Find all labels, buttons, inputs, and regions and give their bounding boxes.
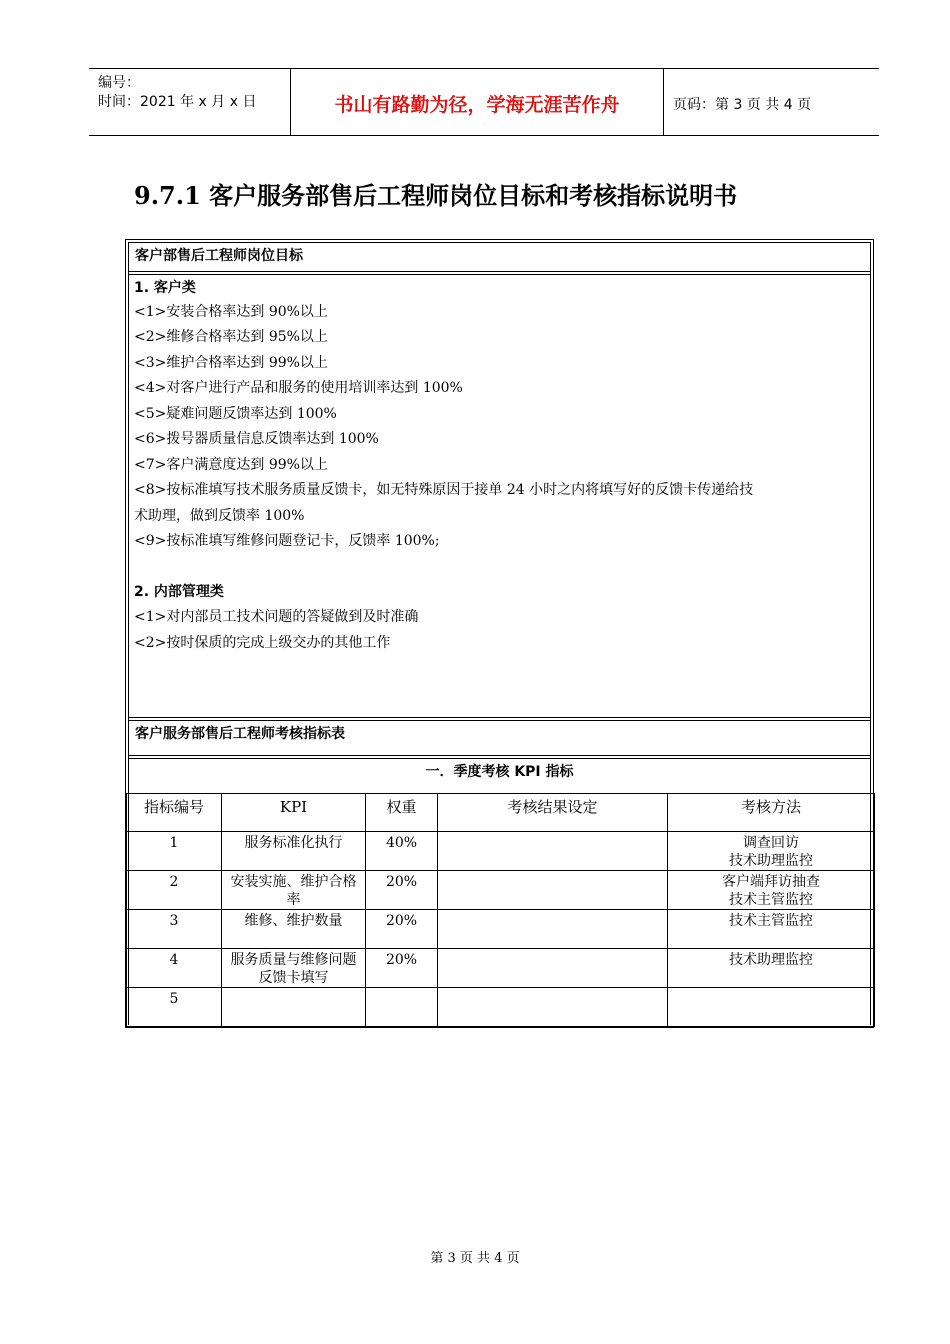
table-row	[127, 988, 875, 1027]
section-divider	[128, 274, 871, 275]
kpi-weight-cell: 20%	[366, 871, 438, 910]
column-header: 考核方法	[668, 794, 875, 832]
goal-item: <2>维修合格率达到 95%以上	[134, 329, 328, 345]
goals-section-label: 客户部售后工程师岗位目标	[135, 248, 303, 264]
goal-item: <1>对内部员工技术问题的答疑做到及时准确	[134, 609, 419, 625]
header-time-label: 时间：2021 年 x 月 x 日	[98, 94, 257, 110]
kpi-result-cell	[438, 871, 668, 910]
table-header-row	[127, 794, 875, 832]
kpi-result-cell	[438, 988, 668, 1027]
table-row	[127, 832, 875, 871]
header-bottom-rule	[89, 135, 879, 136]
goal-item: <6>拨号器质量信息反馈率达到 100%	[134, 431, 379, 447]
kpi-method-cell: 调查回访 技术助理监控	[668, 832, 875, 871]
page-footer: 第 3 页 共 4 页	[430, 1251, 520, 1266]
kpi-name-cell: 安装实施、维护合格率	[222, 871, 366, 910]
goal-item: <7>客户满意度达到 99%以上	[134, 457, 328, 473]
section-divider	[128, 720, 871, 721]
section-divider	[128, 755, 871, 756]
header-page-info: 页码：第 3 页 共 4 页	[673, 97, 812, 113]
kpi-section-label: 客户服务部售后工程师考核指标表	[135, 726, 345, 742]
goal-item: <9>按标准填写维修问题登记卡，反馈率 100%;	[134, 533, 440, 549]
header-motto: 书山有路勤为径，学海无涯苦作舟	[334, 94, 620, 116]
table-row	[127, 871, 875, 910]
header-divider	[290, 68, 291, 136]
kpi-name-cell	[222, 988, 366, 1027]
goal-category: 2. 内部管理类	[134, 584, 224, 600]
kpi-method-cell: 客户端拜访抽查 技术主管监控	[668, 871, 875, 910]
goal-item: <3>维护合格率达到 99%以上	[134, 355, 328, 371]
column-header: 考核结果设定	[438, 794, 668, 832]
kpi-weight-cell: 20%	[366, 949, 438, 988]
kpi-method-cell	[668, 988, 875, 1027]
goal-item: <4>对客户进行产品和服务的使用培训率达到 100%	[134, 380, 463, 396]
column-header: 权重	[366, 794, 438, 832]
kpi-method-cell: 技术主管监控	[668, 910, 875, 949]
goal-item: <1>安装合格率达到 90%以上	[134, 304, 328, 320]
table-row	[127, 949, 875, 988]
column-header: KPI	[222, 794, 366, 832]
kpi-method-cell: 技术助理监控	[668, 949, 875, 988]
kpi-id-cell: 5	[127, 988, 222, 1027]
kpi-id-cell: 1	[127, 832, 222, 871]
section-divider	[128, 758, 871, 759]
kpi-result-cell	[438, 910, 668, 949]
kpi-weight-cell: 20%	[366, 910, 438, 949]
kpi-id-cell: 4	[127, 949, 222, 988]
header-number-label: 编号：	[98, 75, 140, 91]
column-header: 指标编号	[127, 794, 222, 832]
goal-item: <5>疑难问题反馈率达到 100%	[134, 406, 337, 422]
kpi-result-cell	[438, 832, 668, 871]
goal-item: 术助理，做到反馈率 100%	[134, 508, 305, 524]
kpi-name-cell: 服务质量与维修问题反馈卡填写	[222, 949, 366, 988]
kpi-result-cell	[438, 949, 668, 988]
kpi-name-cell: 维修、维护数量	[222, 910, 366, 949]
goal-item: <8>按标准填写技术服务质量反馈卡，如无特殊原因于接单 24 小时之内将填写好的反馈卡传递给技	[134, 482, 754, 498]
section-divider	[128, 717, 871, 718]
kpi-weight-cell: 40%	[366, 832, 438, 871]
goal-category: 1. 客户类	[134, 280, 196, 296]
kpi-table-title: 一．季度考核 KPI 指标	[425, 764, 574, 780]
document-title: 9.7.1 客户服务部售后工程师岗位目标和考核指标说明书	[134, 181, 738, 210]
kpi-weight-cell	[366, 988, 438, 1027]
goal-item: <2>按时保质的完成上级交办的其他工作	[134, 635, 391, 651]
box-inner-border	[128, 242, 871, 243]
header-divider	[663, 68, 664, 136]
kpi-name-cell: 服务标准化执行	[222, 832, 366, 871]
section-divider	[128, 271, 871, 272]
table-row	[127, 910, 875, 949]
kpi-id-cell: 3	[127, 910, 222, 949]
header-top-rule	[89, 68, 879, 69]
kpi-id-cell: 2	[127, 871, 222, 910]
kpi-table	[126, 793, 875, 1027]
